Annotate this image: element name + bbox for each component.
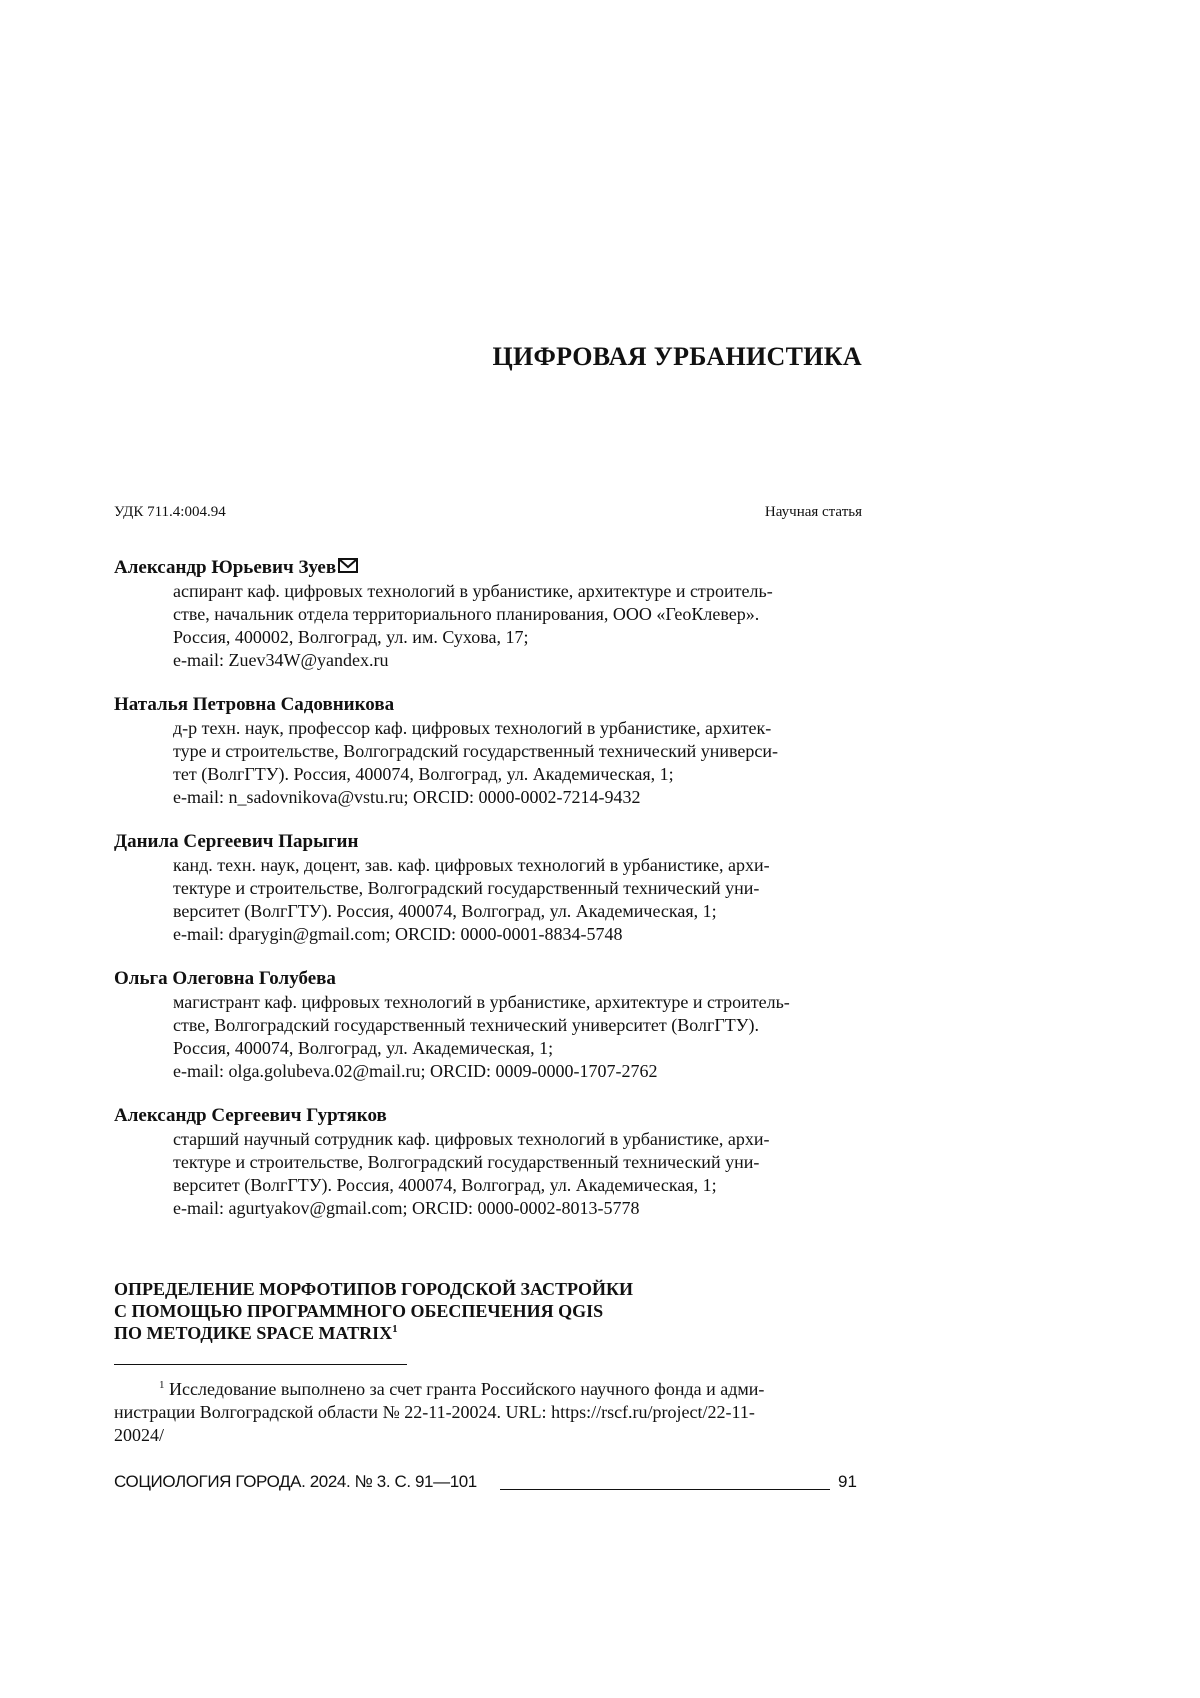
footnote-line-text: Исследование выполнено за счет гранта Российского научного фонда и адми- bbox=[169, 1379, 765, 1399]
article-title-line: С ПОМОЩЬЮ ПРОГРАММНОГО ОБЕСПЕЧЕНИЯ QGIS bbox=[114, 1301, 604, 1321]
article-title bbox=[114, 1278, 862, 1344]
author-name-text: Александр Юрьевич Зуев bbox=[114, 557, 337, 578]
footnote bbox=[114, 1378, 862, 1447]
affiliation-line: аспирант каф. цифровых технологий в урбанистике, архитектуре и строитель- bbox=[173, 581, 773, 601]
footnote-line: 20024/ bbox=[114, 1425, 165, 1445]
article-type: Научная статья bbox=[764, 504, 862, 520]
author-email: e-mail: agurtyakov@gmail.com; ORCID: 0000-0002-8013-5778 bbox=[173, 1198, 640, 1218]
author-block bbox=[114, 1104, 862, 1220]
affiliation-line: стве, Волгоградский государственный технический университет (ВолгГТУ). bbox=[173, 1015, 759, 1035]
author-email: e-mail: dparygin@gmail.com; ORCID: 0000-0001-8834-5748 bbox=[173, 924, 623, 944]
envelope-icon bbox=[338, 556, 358, 580]
author-affiliation bbox=[173, 991, 862, 1083]
affiliation-line: старший научный сотрудник каф. цифровых технологий в урбанистике, архи- bbox=[173, 1129, 770, 1149]
affiliation-line: канд. техн. наук, доцент, зав. каф. цифровых технологий в урбанистике, архи- bbox=[173, 855, 770, 875]
affiliation-line: верситет (ВолгГТУ). Россия, 400074, Волгоград, ул. Академическая, 1; bbox=[173, 1175, 717, 1195]
footer-divider bbox=[500, 1489, 830, 1490]
page-footer bbox=[114, 1472, 862, 1496]
affiliation-line: стве, начальник отдела территориального планирования, ООО «ГеоКлевер». bbox=[173, 604, 760, 624]
affiliation-line: туре и строительстве, Волгоградский государственный технический универси- bbox=[173, 741, 778, 761]
affiliation-line: верситет (ВолгГТУ). Россия, 400074, Волгоград, ул. Академическая, 1; bbox=[173, 901, 717, 921]
author-list bbox=[114, 556, 862, 1241]
author-affiliation bbox=[173, 580, 862, 672]
author-name: Данила Сергеевич Парыгин bbox=[114, 831, 359, 852]
author-email: e-mail: Zuev34W@yandex.ru bbox=[173, 650, 389, 670]
affiliation-line: тет (ВолгГТУ). Россия, 400074, Волгоград, ул. Академическая, 1; bbox=[173, 764, 674, 784]
affiliation-line: магистрант каф. цифровых технологий в урбанистике, архитектуре и строитель- bbox=[173, 992, 790, 1012]
footnote-divider bbox=[114, 1364, 407, 1365]
author-affiliation bbox=[173, 1128, 862, 1220]
author-name bbox=[114, 556, 862, 580]
article-meta bbox=[114, 504, 862, 524]
footnote-line bbox=[114, 1378, 862, 1401]
footnote-line: нистрации Волгоградской области № 22-11-20024. URL: https://rscf.ru/project/22-11- bbox=[114, 1402, 755, 1422]
affiliation-line: Россия, 400074, Волгоград, ул. Академическая, 1; bbox=[173, 1038, 554, 1058]
author-name: Александр Сергеевич Гуртяков bbox=[114, 1105, 387, 1126]
author-name: Ольга Олеговна Голубева bbox=[114, 968, 336, 989]
udc-code: УДК 711.4:004.94 bbox=[114, 504, 226, 520]
article-title-line: ОПРЕДЕЛЕНИЕ МОРФОТИПОВ ГОРОДСКОЙ ЗАСТРОЙКИ bbox=[114, 1279, 633, 1299]
article-title-line-text: ПО МЕТОДИКЕ SPACE MATRIX bbox=[114, 1323, 393, 1343]
page-number: 91 bbox=[838, 1472, 857, 1491]
author-email: e-mail: n_sadovnikova@vstu.ru; ORCID: 0000-0002-7214-9432 bbox=[173, 787, 641, 807]
affiliation-line: д-р техн. наук, профессор каф. цифровых технологий в урбанистике, архитек- bbox=[173, 718, 772, 738]
affiliation-line: тектуре и строительстве, Волгоградский государственный технический уни- bbox=[173, 878, 760, 898]
author-block bbox=[114, 967, 862, 1083]
author-block bbox=[114, 693, 862, 809]
author-name: Наталья Петровна Садовникова bbox=[114, 694, 395, 715]
author-affiliation bbox=[173, 854, 862, 946]
journal-citation: СОЦИОЛОГИЯ ГОРОДА. 2024. № 3. С. 91—101 bbox=[114, 1472, 477, 1491]
article-title-line bbox=[114, 1322, 862, 1344]
affiliation-line: Россия, 400002, Волгоград, ул. им. Сухова, 17; bbox=[173, 627, 529, 647]
footnote-reference[interactable]: 1 bbox=[392, 1323, 398, 1335]
section-title: ЦИФРОВАЯ УРБАНИСТИКА bbox=[492, 342, 862, 371]
author-affiliation bbox=[173, 717, 862, 809]
affiliation-line: тектуре и строительстве, Волгоградский государственный технический уни- bbox=[173, 1152, 760, 1172]
author-block bbox=[114, 830, 862, 946]
author-email: e-mail: olga.golubeva.02@mail.ru; ORCID: 0009-0000-1707-2762 bbox=[173, 1061, 658, 1081]
author-block bbox=[114, 556, 862, 672]
footnote-marker: 1 bbox=[159, 1379, 165, 1391]
